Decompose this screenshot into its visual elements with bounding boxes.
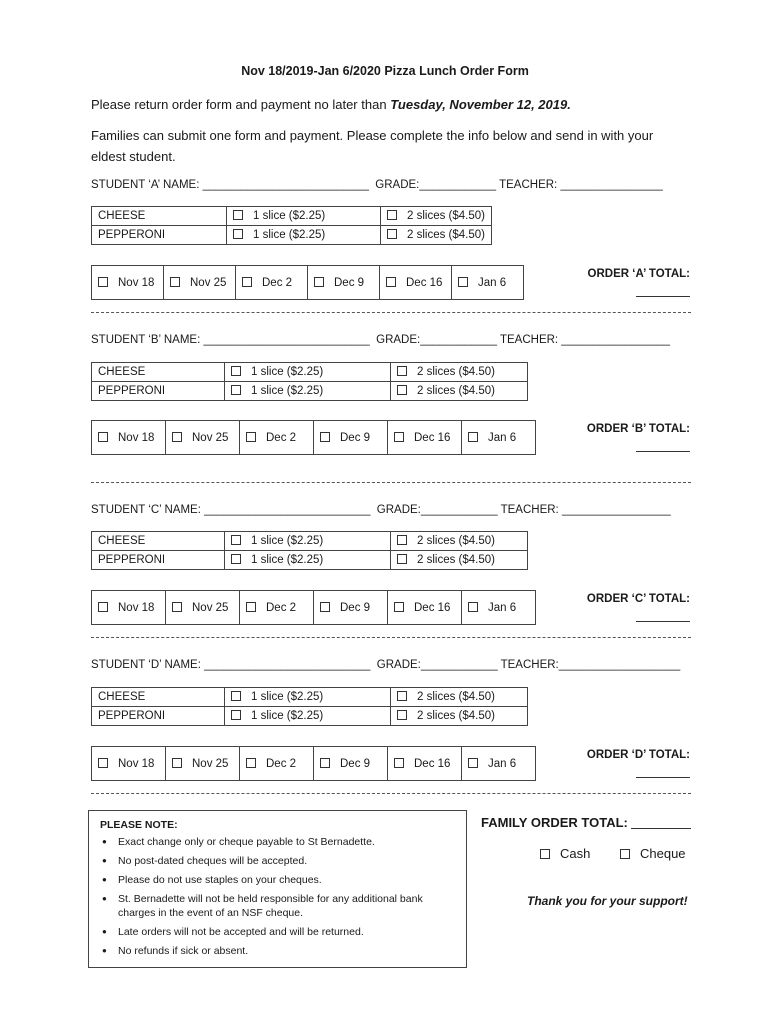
checkbox-icon[interactable]	[320, 602, 330, 612]
divider	[91, 637, 691, 638]
date-option[interactable]: Dec 2	[240, 421, 314, 455]
pepperoni-2-slice-option[interactable]: 2 slices ($4.50)	[391, 551, 528, 570]
order-total-blank[interactable]	[636, 765, 690, 778]
date-option[interactable]: Dec 9	[314, 591, 388, 625]
pizza-type: CHEESE	[92, 688, 225, 707]
checkbox-icon[interactable]	[397, 366, 407, 376]
checkbox-icon[interactable]	[98, 602, 108, 612]
list-item: ● Late orders will not be accepted and will be returned.	[100, 925, 460, 939]
date-option[interactable]: Jan 6	[462, 421, 536, 455]
table-row	[92, 363, 528, 382]
date-option[interactable]: Dec 9	[314, 747, 388, 781]
checkbox-icon[interactable]	[170, 277, 180, 287]
checkbox-icon[interactable]	[320, 758, 330, 768]
list-item: ● St. Bernadette will not be held responsible for any additional bank charges in the event of an NSF cheque.	[100, 892, 460, 920]
return-deadline: Tuesday, November 12, 2019	[390, 97, 568, 112]
order-c-total[interactable]: ORDER ‘C’ TOTAL:	[587, 589, 690, 629]
checkbox-icon[interactable]	[394, 432, 404, 442]
date-option[interactable]: Dec 16	[388, 591, 462, 625]
cheese-2-slice-option[interactable]: 2 slices ($4.50)	[391, 688, 528, 707]
checkbox-icon[interactable]	[246, 602, 256, 612]
checkbox-icon[interactable]	[231, 385, 241, 395]
pepperoni-1-slice-option[interactable]: 1 slice ($2.25)	[225, 707, 391, 726]
checkbox-icon[interactable]	[387, 210, 397, 220]
date-option[interactable]: Nov 25	[166, 747, 240, 781]
checkbox-icon[interactable]	[540, 849, 550, 859]
checkbox-icon[interactable]	[394, 602, 404, 612]
date-option[interactable]: Nov 25	[164, 266, 236, 300]
student-c-info-line[interactable]: STUDENT ‘C’ NAME: __________________________ GRADE:____________ TEACHER: _________________	[91, 504, 671, 516]
date-option[interactable]: Jan 6	[462, 591, 536, 625]
checkbox-icon[interactable]	[231, 710, 241, 720]
pizza-type: PEPPERONI	[92, 707, 225, 726]
checkbox-icon[interactable]	[172, 758, 182, 768]
cheese-2-slice-option[interactable]: 2 slices ($4.50)	[391, 532, 528, 551]
checkbox-icon[interactable]	[98, 277, 108, 287]
pizza-type: CHEESE	[92, 207, 227, 226]
date-option[interactable]: Nov 25	[166, 591, 240, 625]
cash-option[interactable]: Cash	[540, 846, 590, 861]
please-note-box	[88, 810, 467, 968]
student-d-info-line[interactable]: STUDENT ‘D’ NAME: __________________________ GRADE:____________ TEACHER:___________________	[91, 659, 681, 671]
student-b-pizza-table	[91, 362, 528, 401]
pepperoni-1-slice-option[interactable]: 1 slice ($2.25)	[225, 551, 391, 570]
student-a-dates-table	[91, 265, 524, 300]
order-total-blank[interactable]	[636, 439, 690, 452]
pepperoni-1-slice-option[interactable]: 1 slice ($2.25)	[227, 226, 381, 245]
checkbox-icon[interactable]	[620, 849, 630, 859]
checkbox-icon[interactable]	[387, 229, 397, 239]
cheese-1-slice-option[interactable]: 1 slice ($2.25)	[225, 363, 391, 382]
checkbox-icon[interactable]	[231, 366, 241, 376]
table-row	[92, 551, 528, 570]
checkbox-icon[interactable]	[468, 602, 478, 612]
checkbox-icon[interactable]	[98, 432, 108, 442]
order-total-blank[interactable]	[636, 609, 690, 622]
checkbox-icon[interactable]	[397, 535, 407, 545]
thank-you-message: Thank you for your support!	[527, 894, 688, 908]
date-option[interactable]: Jan 6	[462, 747, 536, 781]
table-row	[92, 532, 528, 551]
table-row	[92, 591, 536, 625]
checkbox-icon[interactable]	[246, 758, 256, 768]
date-option[interactable]: Nov 25	[166, 421, 240, 455]
date-option[interactable]: Nov 18	[92, 266, 164, 300]
date-option[interactable]: Dec 2	[236, 266, 308, 300]
cheese-2-slice-option[interactable]: 2 slices ($4.50)	[391, 363, 528, 382]
checkbox-icon[interactable]	[233, 210, 243, 220]
cheese-1-slice-option[interactable]: 1 slice ($2.25)	[227, 207, 381, 226]
cheese-1-slice-option[interactable]: 1 slice ($2.25)	[225, 532, 391, 551]
families-instruction: Families can submit one form and payment. Please complete the info below and send in with your eldest student.	[91, 128, 654, 164]
pizza-type: CHEESE	[92, 532, 225, 551]
checkbox-icon[interactable]	[397, 691, 407, 701]
return-instruction: Please return order form and payment no later than Tuesday, November 12, 2019.	[91, 97, 571, 112]
date-option[interactable]: Dec 2	[240, 747, 314, 781]
date-option[interactable]: Dec 9	[314, 421, 388, 455]
table-row	[92, 747, 536, 781]
checkbox-icon[interactable]	[172, 432, 182, 442]
cheese-2-slice-option[interactable]: 2 slices ($4.50)	[381, 207, 492, 226]
date-option[interactable]: Dec 16	[380, 266, 452, 300]
divider	[91, 793, 691, 794]
checkbox-icon[interactable]	[458, 277, 468, 287]
list-item: ● No refunds if sick or absent.	[100, 944, 460, 958]
table-row	[92, 207, 492, 226]
table-row	[92, 266, 524, 300]
cheese-1-slice-option[interactable]: 1 slice ($2.25)	[225, 688, 391, 707]
student-d-dates-table	[91, 746, 536, 781]
student-c-pizza-table	[91, 531, 528, 570]
date-option[interactable]: Nov 18	[92, 747, 166, 781]
divider	[91, 312, 691, 313]
checkbox-icon[interactable]	[397, 710, 407, 720]
pepperoni-2-slice-option[interactable]: 2 slices ($4.50)	[391, 382, 528, 401]
pepperoni-1-slice-option[interactable]: 1 slice ($2.25)	[225, 382, 391, 401]
student-b-dates-table	[91, 420, 536, 455]
date-option[interactable]: Dec 16	[388, 747, 462, 781]
family-total-blank[interactable]	[631, 815, 691, 829]
order-b-total[interactable]: ORDER ‘B’ TOTAL:	[587, 419, 690, 459]
checkbox-icon[interactable]	[231, 535, 241, 545]
checkbox-icon[interactable]	[468, 432, 478, 442]
cheque-option[interactable]: Cheque	[620, 846, 686, 861]
table-row	[92, 707, 528, 726]
checkbox-icon[interactable]	[397, 554, 407, 564]
list-item: ● No post-dated cheques will be accepted.	[100, 854, 460, 868]
checkbox-icon[interactable]	[314, 277, 324, 287]
student-a-info-line[interactable]: STUDENT ‘A’ NAME: __________________________ GRADE:____________ TEACHER: ________________	[91, 179, 663, 191]
table-row	[92, 688, 528, 707]
checkbox-icon[interactable]	[397, 385, 407, 395]
order-d-total[interactable]: ORDER ‘D’ TOTAL:	[587, 745, 690, 785]
table-row	[92, 382, 528, 401]
list-item: ● Please do not use staples on your cheques.	[100, 873, 460, 887]
pepperoni-2-slice-option[interactable]: 2 slices ($4.50)	[391, 707, 528, 726]
checkbox-icon[interactable]	[468, 758, 478, 768]
checkbox-icon[interactable]	[242, 277, 252, 287]
student-d-pizza-table	[91, 687, 528, 726]
checkbox-icon[interactable]	[172, 602, 182, 612]
note-heading: PLEASE NOTE:	[100, 819, 178, 831]
checkbox-icon[interactable]	[233, 229, 243, 239]
pepperoni-2-slice-option[interactable]: 2 slices ($4.50)	[381, 226, 492, 245]
pizza-type: CHEESE	[92, 363, 225, 382]
checkbox-icon[interactable]	[231, 691, 241, 701]
date-option[interactable]: Dec 2	[240, 591, 314, 625]
pizza-type: PEPPERONI	[92, 382, 225, 401]
checkbox-icon[interactable]	[320, 432, 330, 442]
date-option[interactable]: Dec 16	[388, 421, 462, 455]
checkbox-icon[interactable]	[246, 432, 256, 442]
checkbox-icon[interactable]	[394, 758, 404, 768]
table-row	[92, 421, 536, 455]
family-order-total[interactable]: FAMILY ORDER TOTAL:	[481, 815, 691, 830]
divider	[91, 482, 691, 483]
pizza-type: PEPPERONI	[92, 551, 225, 570]
order-total-blank[interactable]	[636, 284, 690, 297]
student-c-dates-table	[91, 590, 536, 625]
pizza-type: PEPPERONI	[92, 226, 227, 245]
checkbox-icon[interactable]	[98, 758, 108, 768]
date-option[interactable]: Dec 9	[308, 266, 380, 300]
date-option[interactable]: Nov 18	[92, 421, 166, 455]
date-option[interactable]: Nov 18	[92, 591, 166, 625]
checkbox-icon[interactable]	[386, 277, 396, 287]
order-a-total[interactable]: ORDER ‘A’ TOTAL:	[588, 264, 690, 304]
student-b-info-line[interactable]: STUDENT ‘B’ NAME: __________________________ GRADE:____________ TEACHER: _________________	[91, 334, 671, 346]
note-list	[100, 835, 460, 963]
student-a-pizza-table	[91, 206, 492, 245]
date-option[interactable]: Jan 6	[452, 266, 524, 300]
table-row	[92, 226, 492, 245]
form-title: Nov 18/2019-Jan 6/2020 Pizza Lunch Order Form	[241, 64, 529, 78]
list-item: ● Exact change only or cheque payable to St Bernadette.	[100, 835, 460, 849]
checkbox-icon[interactable]	[231, 554, 241, 564]
